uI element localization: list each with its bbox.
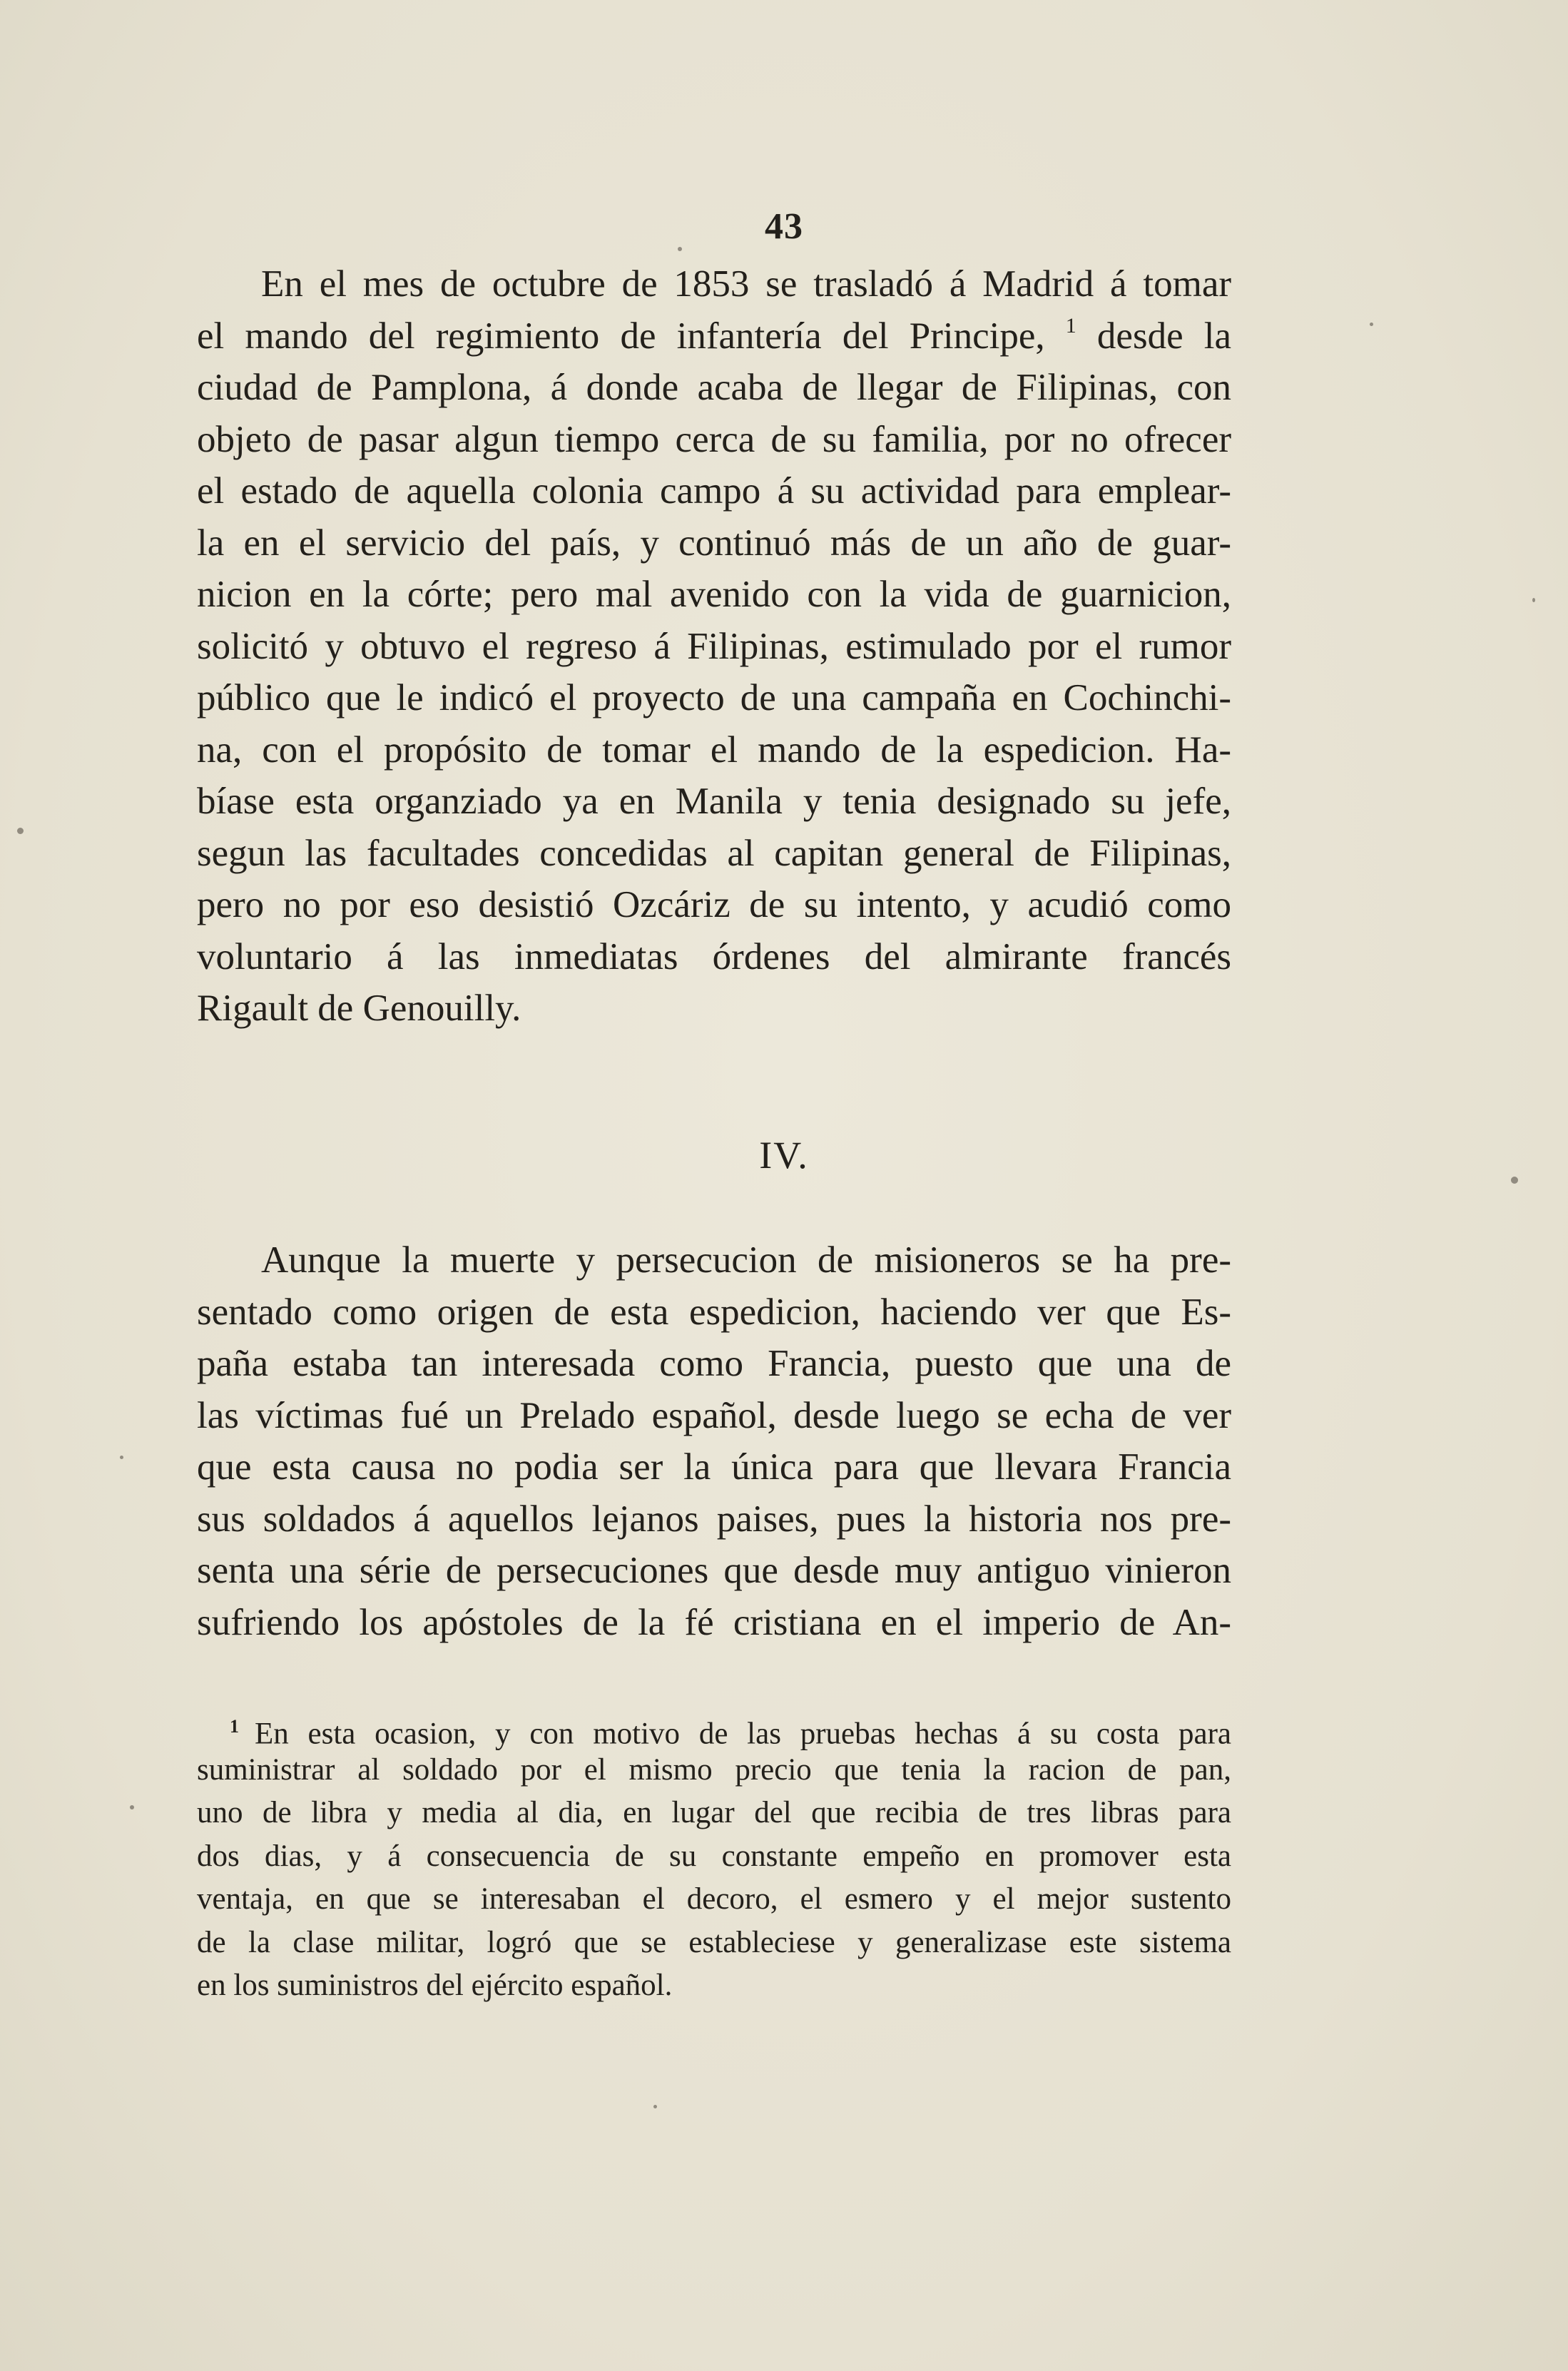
paragraph-line: solicitó y obtuvo el regreso á Filipinas, estimulado por el rumor	[197, 625, 1231, 667]
paragraph-line: objeto de pasar algun tiempo cerca de su familia, por no ofrecer	[197, 418, 1231, 460]
paragraph-line: bíase esta organziado ya en Manila y tenia designado su jefe,	[197, 781, 1231, 822]
paragraph-line: paña estaba tan interesada como Francia, puesto que una de	[197, 1343, 1231, 1384]
paragraph-line: ciudad de Pamplona, á donde acaba de llegar de Filipinas, con	[197, 367, 1231, 408]
paper-speck	[1370, 323, 1373, 326]
paper-speck	[653, 2105, 657, 2108]
paragraph-line: las víctimas fué un Prelado español, desde luego se echa de ver	[197, 1394, 1231, 1436]
paragraph-line-text: el mando del regimiento de infantería del Principe,	[197, 315, 1045, 357]
paper-speck	[130, 1805, 134, 1809]
paragraph-2	[197, 1234, 1231, 1648]
paper-speck	[120, 1456, 123, 1459]
paper-speck	[1511, 1177, 1518, 1184]
footnote-line: suministrar al soldado por el mismo precio que tenia la racion de pan,	[197, 1752, 1231, 1787]
footnote-marker: 1	[230, 1716, 239, 1737]
footnote	[197, 1705, 1231, 2008]
paragraph-line: sus soldados á aquellos lejanos paises, pues la historia nos pre-	[197, 1498, 1231, 1540]
footnote-line-text: En esta ocasion, y con motivo de las pruebas hechas á su costa para	[255, 1717, 1231, 1751]
paragraph-1	[197, 258, 1231, 1035]
paragraph-line: Aunque la muerte y persecucion de misioneros se ha pre-	[261, 1239, 1231, 1281]
footnote-reference: 1	[1065, 313, 1076, 337]
footnote-line: uno de libra y media al dia, en lugar del que recibia de tres libras para	[197, 1796, 1231, 1829]
paragraph-line: público que le indicó el proyecto de una campaña en Cochinchi-	[197, 677, 1231, 719]
page-number: 43	[765, 206, 803, 247]
paragraph-line: segun las facultades concedidas al capitan general de Filipinas,	[197, 832, 1231, 874]
footnote-line	[197, 1705, 1231, 1749]
paragraph-line: voluntario á las inmediatas órdenes del almirante francés	[197, 935, 1231, 978]
paragraph-line: Rigault de Genouilly.	[197, 988, 521, 1029]
paragraph-line: na, con el propósito de tomar el mando de la espedicion. Ha-	[197, 728, 1231, 771]
paragraph-line: la en el servicio del país, y continuó más de un año de guar-	[197, 522, 1231, 564]
section-heading: IV.	[759, 1134, 809, 1177]
paragraph-line: senta una série de persecuciones que desde muy antiguo vinieron	[197, 1550, 1231, 1591]
footnote-line: ventaja, en que se interesaban el decoro, el esmero y el mejor sustento	[197, 1882, 1231, 1916]
paragraph-line-with-footnote-ref	[197, 310, 1231, 362]
footnote-line: dos dias, y á consecuencia de su constante empeño en promover esta	[197, 1839, 1231, 1873]
paper-speck	[17, 828, 24, 834]
footnote-line: de la clase militar, logró que se estableciese y generalizase este sistema	[197, 1925, 1231, 1959]
paper-speck	[1532, 598, 1535, 602]
paragraph-line: que esta causa no podia ser la única para que llevara Francia	[197, 1446, 1231, 1488]
paragraph-line: pero no por eso desistió Ozcáriz de su intento, y acudió como	[197, 884, 1231, 925]
paragraph-line: nicion en la córte; pero mal avenido con la vida de guarnicion,	[197, 574, 1231, 615]
paragraph-line: sentado como origen de esta espedicion, haciendo ver que Es-	[197, 1291, 1231, 1333]
paragraph-line: En el mes de octubre de 1853 se trasladó á Madrid á tomar	[261, 263, 1231, 305]
paragraph-line: el estado de aquella colonia campo á su actividad para emplear-	[197, 470, 1231, 512]
paper-speck	[678, 247, 682, 251]
footnote-line: en los suministros del ejército español.	[197, 1969, 673, 2002]
paragraph-line-tail: desde la	[1096, 315, 1231, 357]
paragraph-line: sufriendo los apóstoles de la fé cristiana en el imperio de An-	[197, 1601, 1231, 1643]
